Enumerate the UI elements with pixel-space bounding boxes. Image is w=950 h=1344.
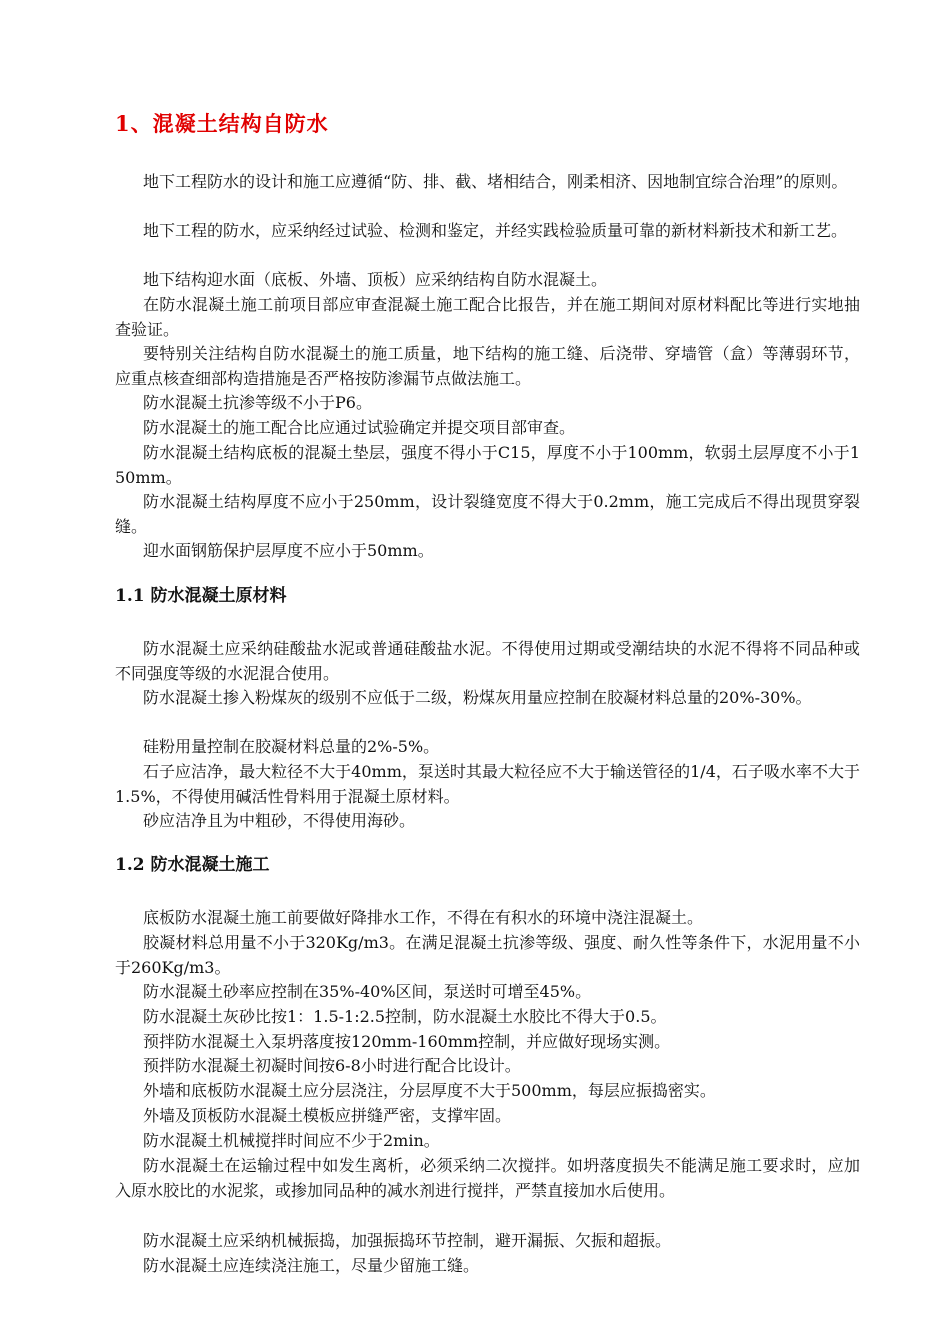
paragraph: 底板防水混凝土施工前要做好降排水工作，不得在有积水的环境中浇注混凝土。 — [143, 908, 704, 927]
paragraph: 地下工程的防水，应采纳经过试验、检测和鉴定，并经实践检验质量可靠的新材料新技术和新工艺。 — [143, 221, 848, 240]
paragraph: 防水混凝土抗渗等级不小于P6。 — [143, 393, 372, 412]
paragraph: 防水混凝土掺入粉煤灰的级别不应低于二级，粉煤灰用量应控制在胶凝材料总量的20%-30%。 — [143, 688, 812, 707]
section-title-construction: 1.2 防水混凝土施工 — [115, 855, 270, 875]
paragraph: 硅粉用量控制在胶凝材料总量的2%-5%。 — [143, 737, 440, 756]
paragraph: 防水混凝土应采纳机械振捣，加强振捣环节控制，避开漏振、欠振和超振。 — [143, 1231, 672, 1250]
paragraph: 外墙及顶板防水混凝土模板应拼缝严密，支撑牢固。 — [143, 1106, 512, 1125]
paragraph: 在防水混凝土施工前项目部应审查混凝土施工配合比报告，并在施工期间对原材料配比等进行实地抽查验证。 — [115, 295, 860, 339]
paragraph: 预拌防水混凝土入泵坍落度按120mm-160mm控制，并应做好现场实测。 — [143, 1032, 671, 1051]
paragraph: 防水混凝土应连续浇注施工，尽量少留施工缝。 — [143, 1256, 480, 1275]
paragraph: 砂应洁净且为中粗砂，不得使用海砂。 — [143, 811, 416, 830]
paragraph: 防水混凝土灰砂比按1：1.5-1:2.5控制，防水混凝土水胶比不得大于0.5。 — [143, 1007, 667, 1026]
paragraph: 石子应洁净，最大粒径不大于40mm，泵送时其最大粒径应不大于输送管径的1/4，石子吸水率不大于1.5%，不得使用碱活性骨料用于混凝土原材料。 — [115, 762, 860, 806]
paragraph: 防水混凝土在运输过程中如发生离析，必须采纳二次搅拌。如坍落度损失不能满足施工要求时，应加入原水胶比的水泥浆，或掺加同品种的减水剂进行搅拌，严禁直接加水后使用。 — [115, 1156, 860, 1200]
paragraph: 胶凝材料总用量不小于320Kg/m3。在满足混凝土抗渗等级、强度、耐久性等条件下，水泥用量不小于260Kg/m3。 — [115, 933, 860, 977]
section-title-concrete-self-waterproofing: 1、混凝土结构自防水 — [115, 111, 329, 136]
paragraph: 防水混凝土应采纳硅酸盐水泥或普通硅酸盐水泥。不得使用过期或受潮结块的水泥不得将不同品种或不同强度等级的水泥混合使用。 — [115, 639, 860, 683]
paragraph: 防水混凝土结构厚度不应小于250mm，设计裂缝宽度不得大于0.2mm，施工完成后不得出现贯穿裂缝。 — [115, 492, 860, 536]
paragraph: 外墙和底板防水混凝土应分层浇注，分层厚度不大于500mm，每层应振捣密实。 — [143, 1081, 716, 1100]
paragraph: 防水混凝土机械搅拌时间应不少于2min。 — [143, 1131, 440, 1150]
paragraph: 地下工程防水的设计和施工应遵循“防、排、截、堵相结合，刚柔相济、因地制宜综合治理”的原则。 — [143, 172, 848, 191]
paragraph: 防水混凝土结构底板的混凝土垫层，强度不得小于C15，厚度不小于100mm，软弱土层厚度不小于150mm。 — [115, 443, 860, 487]
paragraph: 迎水面钢筋保护层厚度不应小于50mm。 — [143, 541, 434, 560]
paragraph: 防水混凝土的施工配合比应通过试验确定并提交项目部审查。 — [143, 418, 576, 437]
section-title-raw-materials: 1.1 防水混凝土原材料 — [115, 586, 287, 606]
paragraph: 防水混凝土砂率应控制在35%-40%区间，泵送时可增至45%。 — [143, 982, 592, 1001]
paragraph: 预拌防水混凝土初凝时间按6-8小时进行配合比设计。 — [143, 1056, 521, 1075]
paragraph: 地下结构迎水面（底板、外墙、顶板）应采纳结构自防水混凝土。 — [143, 270, 608, 289]
paragraph: 要特别关注结构自防水混凝土的施工质量，地下结构的施工缝、后浇带、穿墙管（盒）等薄弱环节，应重点核查细部构造措施是否严格按防渗漏节点做法施工。 — [115, 344, 860, 388]
